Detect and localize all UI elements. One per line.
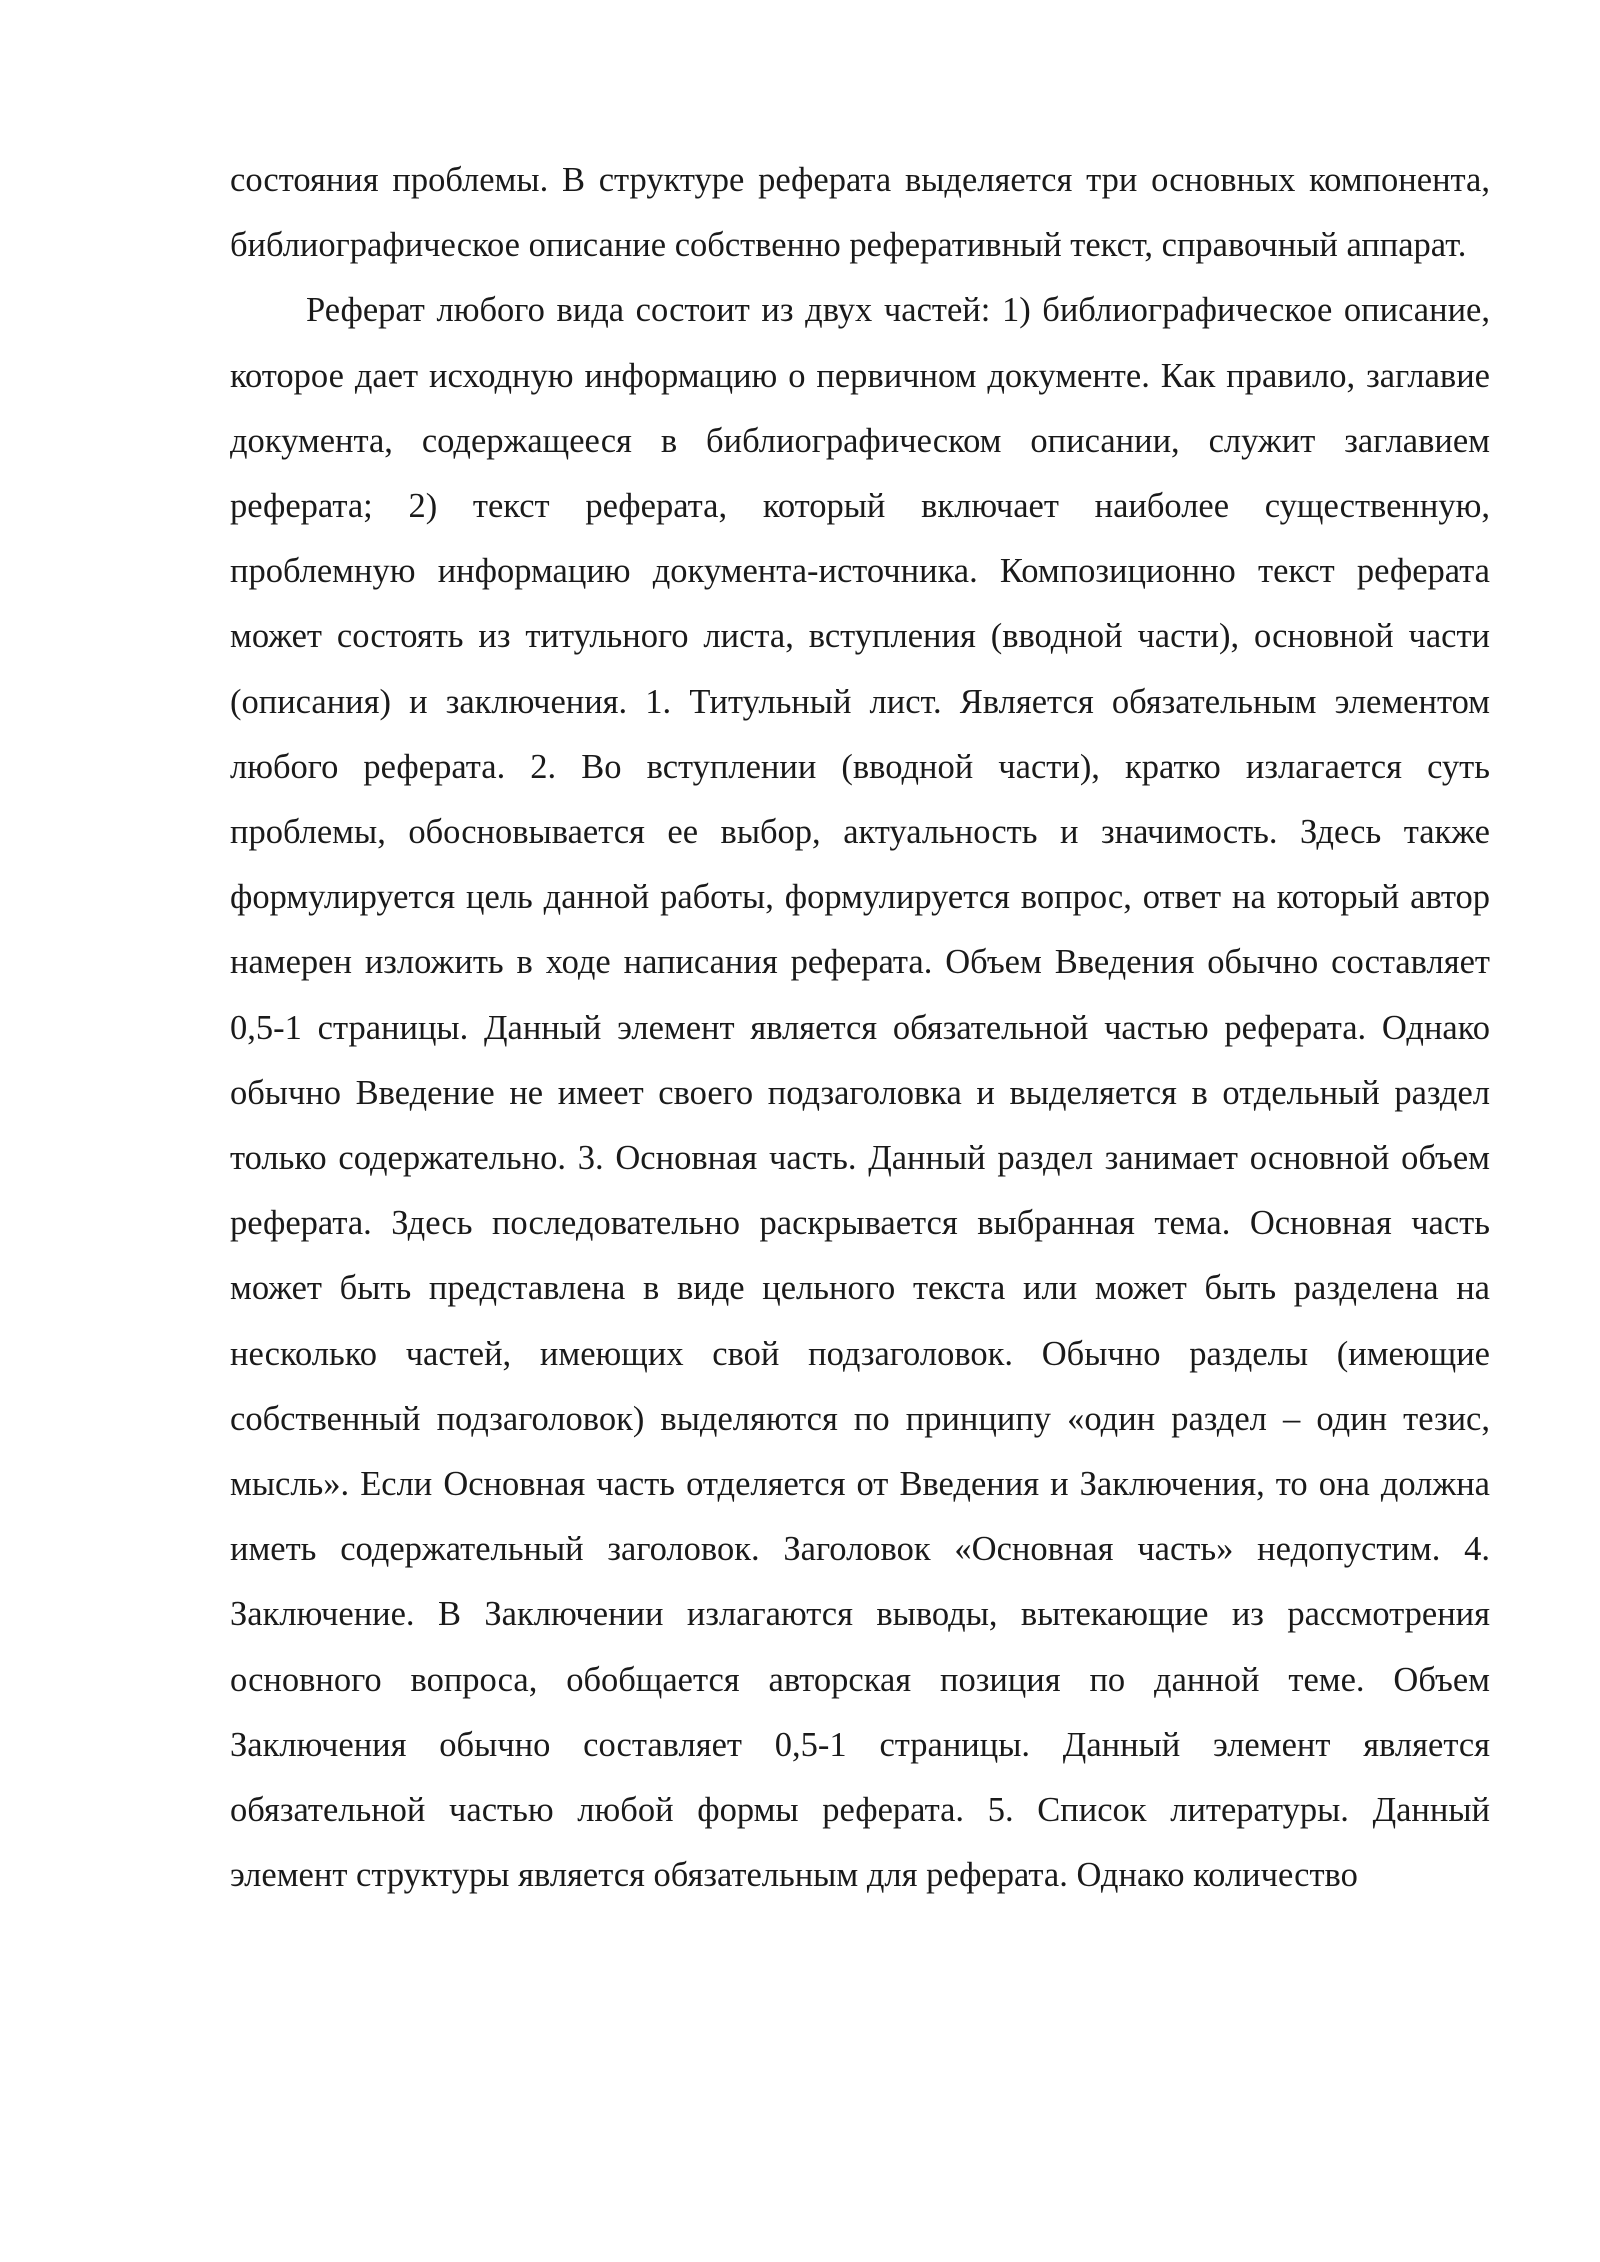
paragraph-abstract-structure: Реферат любого вида состоит из двух частей: 1) библиографическое описание, которое дает исходную информацию о первичном документе. Как правило, заглавие документа, содержащееся в библиографическом описании, служит заглавием реферата; 2) текст реферата, который включает наиболее существенную, проблемную информацию документа-источника. Композиционно текст реферата может состоять из титульного листа, вступления (вводной части), основной части (описания) и заключения. 1. Титульный лист. Является обязательным элементом любого реферата. 2. Во вступлении (вводной части), кратко излагается суть проблемы, обосновывается ее выбор, актуальность и значимость. Здесь также формулируется цель данной работы, формулируется вопрос, ответ на который автор намерен изложить в ходе написания реферата. Объем Введения обычно составляет 0,5-1 страницы. Данный элемент является обязательной частью реферата. Однако обычно Введение не имеет своего подзаголовка и выделяется в отдельный раздел только содержательно. 3. Основная часть. Данный раздел занимает основной объем реферата. Здесь последовательно раскрывается выбранная тема. Основная часть может быть представлена в виде цельного текста или может быть разделена на несколько частей, имеющих свой подзаголовок. Обычно разделы (имеющие собственный подзаголовок) выделяются по принципу «один раздел – один тезис, мысль». Если Основная часть отделяется от Введения и Заключения, то она должна иметь содержательный заголовок. Заголовок «Основная часть» недопустим. 4. Заключение. В Заключении излагаются выводы, вытекающие из рассмотрения основного вопроса, обобщается авторская позиция по данной теме. Объем Заключения обычно составляет 0,5-1 страницы. Данный элемент является обязательной частью любой формы реферата. 5. Список литературы. Данный элемент структуры является обязательным для реферата. Однако количество (230, 291, 1490, 1895)
document-body (230, 148, 1490, 1908)
paragraph-continuation: состояния проблемы. В структуре реферата выделяется три основных компонента, библиографическое описание собственно реферативный текст, справочный аппарат. (230, 161, 1490, 265)
